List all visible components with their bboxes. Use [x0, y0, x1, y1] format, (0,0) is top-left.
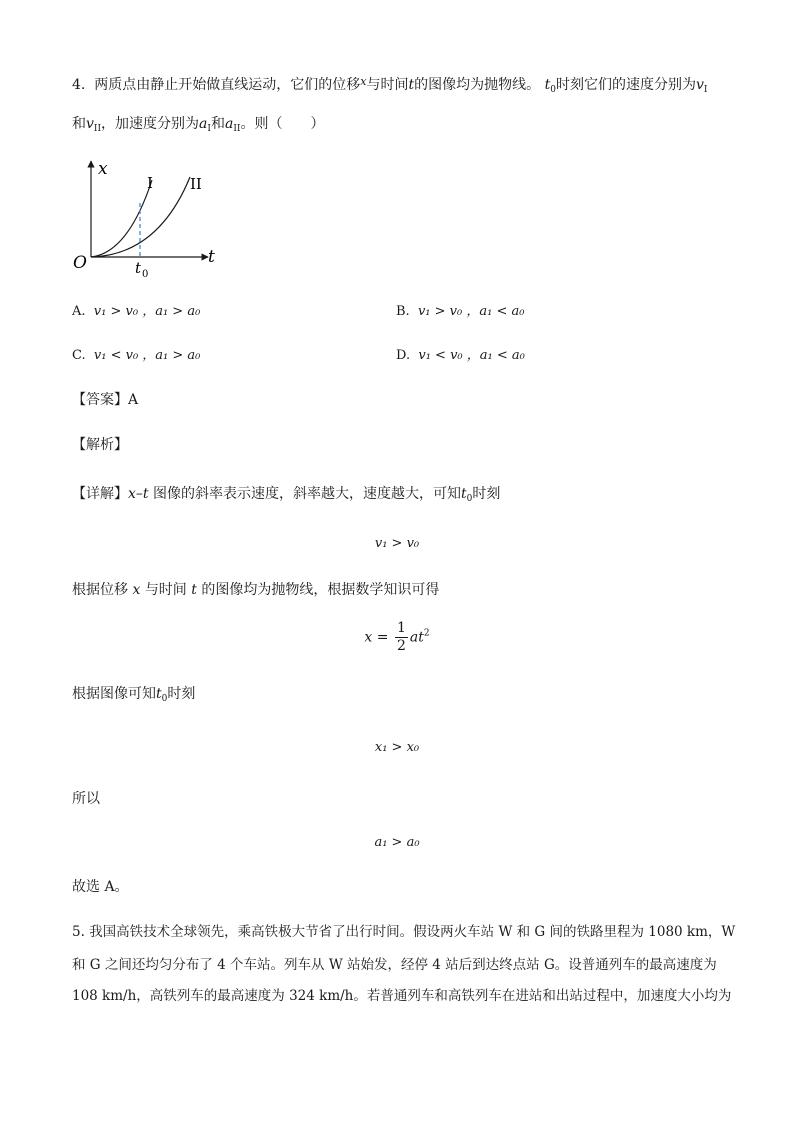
- q4-stem-line1: 4. 两质点由静止开始做直线运动，它们的位移$^x$与时间t的图像均为抛物线。 $t_0$时刻它们的速度分别为$v_I$: [72, 75, 708, 95]
- curve-II-label: II: [190, 175, 202, 193]
- equation-3: x₁ > x₀: [374, 740, 420, 755]
- curve-I-label: I: [147, 174, 153, 192]
- answer-line: 【答案】A: [72, 392, 139, 408]
- origin-label: O: [73, 253, 87, 273]
- curve-I: [91, 180, 152, 257]
- x-axis-label: x: [98, 159, 108, 179]
- para-4: 所以: [72, 791, 100, 807]
- option-c[interactable]: C. v₁ < v₀ ，a₁ > a₀: [72, 348, 201, 363]
- option-d[interactable]: D. v₁ < v₀ ，a₁ < a₀: [396, 348, 525, 363]
- option-b[interactable]: B. v₁ > v₀ ，a₁ < a₀: [396, 304, 525, 319]
- equation-1: v₁ > v₀: [374, 536, 420, 551]
- para-3: 根据图像可知$t_0$时刻: [72, 686, 196, 704]
- t-axis-label: t: [208, 247, 215, 267]
- equation-2-fraction: $\frac{1}{2}$: [396, 620, 406, 654]
- q5-line3: 108 km/h，高铁列车的最高速度为 324 km/h。若普通列车和高铁列车在进站和出站过程中，加速度大小均为: [72, 988, 732, 1004]
- equation-2: x = $\frac{1}{2}$ $at^2$: [364, 620, 430, 654]
- detail-line: 【详解】x–t 图像的斜率表示速度，斜率越大，速度越大，可知$t_0$时刻: [72, 486, 501, 504]
- t0-tick-label: t: [135, 259, 142, 277]
- t0-tick-sub: 0: [142, 269, 149, 280]
- equation-4: a₁ > a₀: [374, 835, 420, 850]
- option-a[interactable]: A. v₁ > v₀ ，a₁ > a₀: [72, 304, 201, 319]
- x-t-graph: [70, 155, 230, 280]
- q5-line2: 和 G 之间还均匀分布了 4 个车站。列车从 W 站始发，经停 4 站后到达终点站 G。设普通列车的最高速度为: [72, 957, 717, 973]
- analysis-line: 【解析】: [72, 437, 128, 453]
- q4-stem-line2: 和$v_{II}$，加速度分别为$a_I$和$a_{II}$。则（ ）: [72, 116, 325, 134]
- para-2: 根据位移 x 与时间 t 的图像均为抛物线，根据数学知识可得: [72, 582, 440, 598]
- conclusion: 故选 A。: [72, 879, 129, 895]
- q5-line1: 5. 我国高铁技术全球领先，乘高铁极大节省了出行时间。假设两火车站 W 和 G 间的铁路里程为 1080 km，W: [72, 924, 736, 940]
